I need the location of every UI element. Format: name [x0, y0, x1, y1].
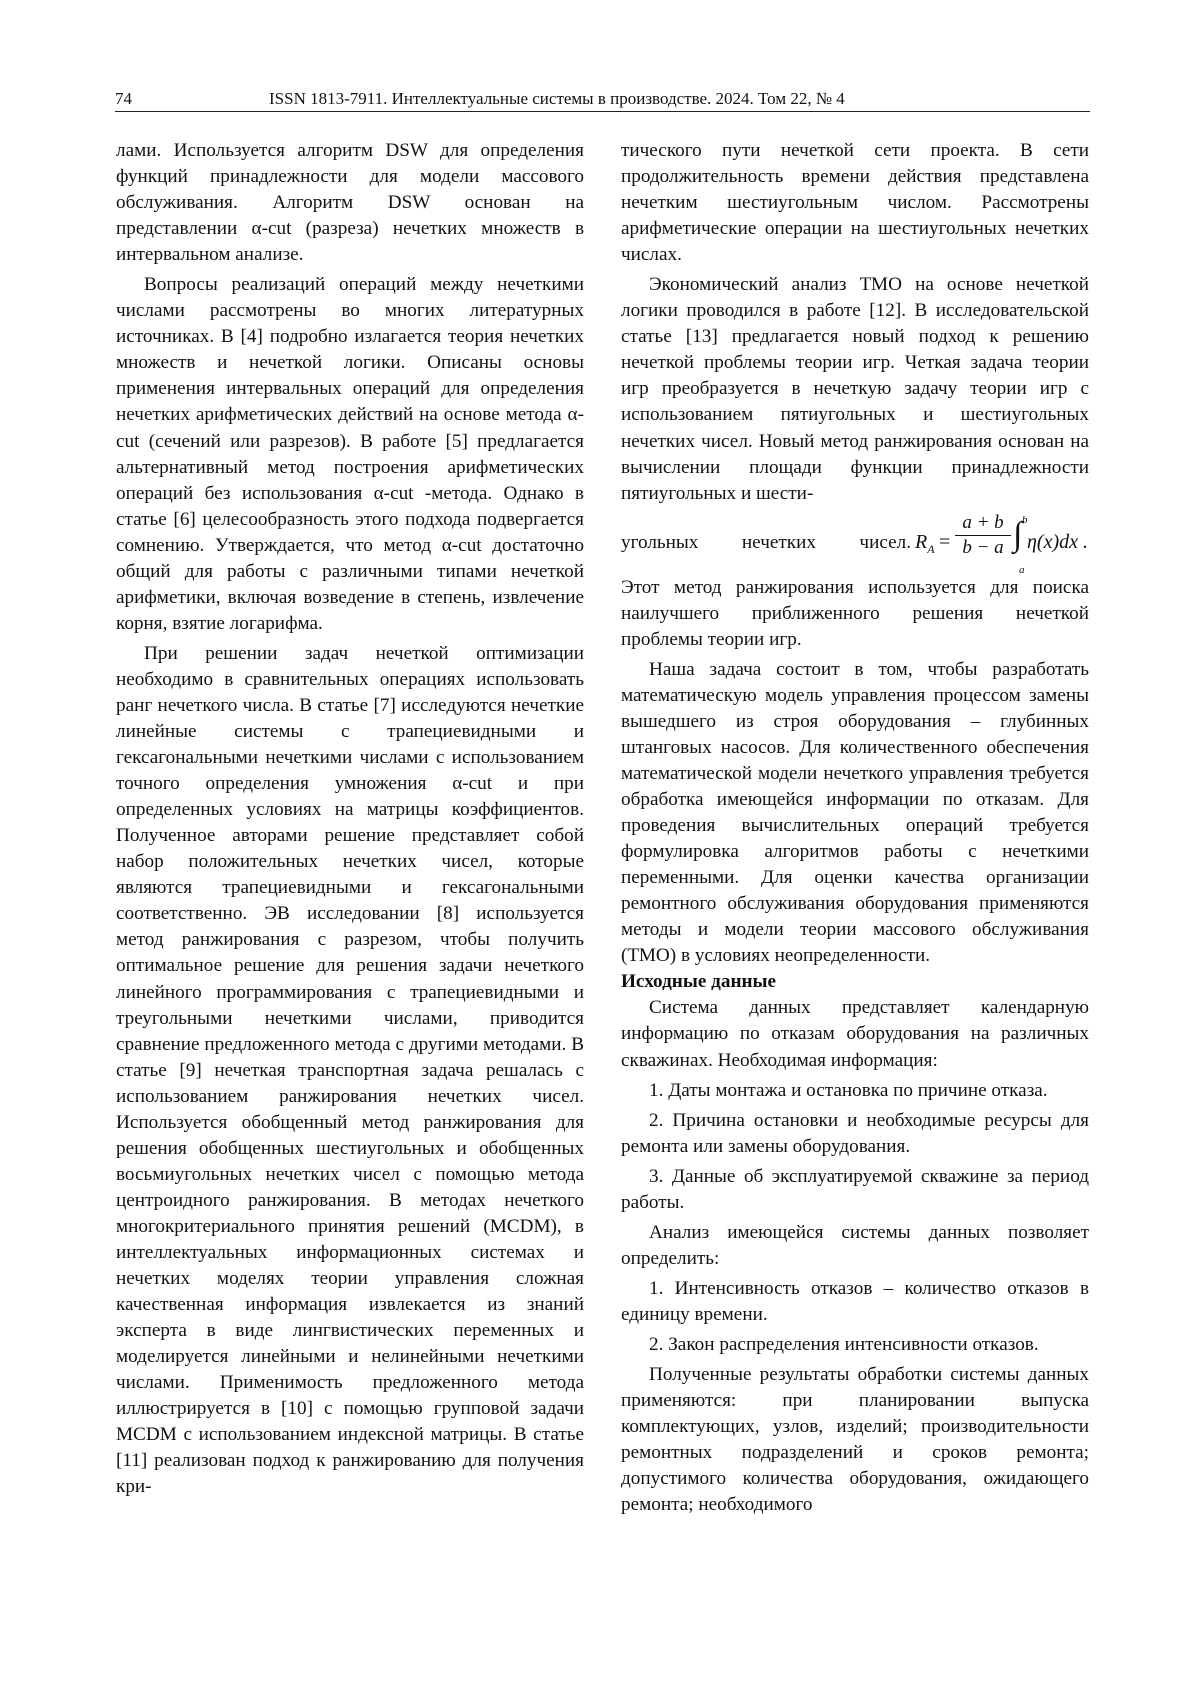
integrand: η(x)dx .	[1027, 530, 1088, 553]
right-paragraph-5: Система данных представляет календарную информацию по отказам оборудования на различных скважинах. Необходимая информация:	[621, 997, 1089, 1071]
section-heading: Исходные данные	[621, 971, 777, 993]
list-item: 1. Интенсивность отказов – количество отказов в единицу времени.	[621, 1277, 1089, 1325]
right-column	[621, 138, 1089, 1518]
right-paragraph-2: Экономический анализ ТМО на основе нечеткой логики проводился в работе [12]. В исследовательской статье [13] предлагается новый подход к решению нечеткой проблемы теории игр. Четкая задача теории игр преобразуется в нечеткую задачу теории игр с использованием пятиугольных и шестиугольных нечетких чисел. Новый метод ранжирования основан на вычислении площади функции принадлежности пятиугольных и шести-	[621, 274, 1089, 504]
formula-fraction	[955, 512, 1011, 559]
formula-denominator: b − a	[962, 536, 1004, 558]
formula-line	[621, 511, 1089, 576]
left-paragraph-1: лами. Используется алгоритм DSW для определения функций принадлежности для модели массового обслуживания. Алгоритм DSW основан на представлении α-cut (разреза) нечетких множеств в интервальном анализе.	[116, 140, 584, 266]
formula-equals: =	[939, 530, 951, 553]
right-paragraph-4: Наша задача состоит в том, чтобы разработать математическую модель управления процессом замены вышедшего из строя оборудования – глубинных штанговых насосов. Для количественного обеспечения математической модели нечеткого управления требуется обработка имеющейся информации по отказам. Для проведения вычислительных операций требуется формулировка алгоритмов работы с нечеткими переменными. Для оценки качества организации ремонтного обслуживания оборудования применяются методы и модели теории массового обслуживания (ТМО) в условиях неопределенности.	[621, 658, 1089, 967]
running-header	[115, 87, 1090, 112]
right-paragraph-6: Анализ имеющейся системы данных позволяет определить:	[621, 1221, 1089, 1269]
ranking-formula	[915, 511, 1088, 576]
page-number: 74	[115, 89, 132, 108]
left-paragraph-3: При решении задач нечеткой оптимизации необходимо в сравнительных операциях использовать ранг нечеткого числа. В статье [7] исследуются нечеткие линейные системы с трапециевидными и гексагональными нечеткими числами с использованием точного определения умножения α-cut и при определенных условиях на матрицы коэффициентов. Полученное авторами решение представляет собой набор положительных нечетких чисел, которые являются трапециевидными и гексагональными соответственно. ЭВ исследовании [8] используется метод ранжирования с разрезом, чтобы получить оптимальное решение для решения задачи нечеткого линейного программирования с трапециевидными и треугольными нечеткими числами, приводится сравнение предложенного метода с другими методами. В статье [9] нечеткая транспортная задача решалась с использованием ранжирования нечетких чисел. Используется обобщенный метод ранжирования для решения обобщенных шестиугольных и обобщенных восьмиугольных нечетких чисел с помощью метода центроидного ранжирования. В методах нечеткого многокритериального принятия решений (MCDM), в интеллектуальных информационных системах и нечетких моделях теории управления сложная качественная информация извлекается из знаний эксперта в виде лингвистических переменных и моделируется линейными и нелинейными нечеткими числами. Применимость предложенного метода иллюстрируется в [10] с помощью групповой задачи MCDM с использованием индексной матрицы. В статье [11] реализован подход к ранжированию для получения кри-	[116, 642, 584, 1498]
list-item: 3. Данные об эксплуатируемой скважине за период работы.	[621, 1165, 1089, 1213]
integral-lower-limit: a	[1019, 563, 1025, 576]
right-paragraph-1: тического пути нечеткой сети проекта. В сети продолжительность времени действия представлена нечетким шестиугольным числом. Рассмотрены арифметические операции на шестиугольных нечетких числах.	[621, 140, 1089, 266]
formula-subscript: A	[927, 541, 935, 556]
left-paragraph-2: Вопросы реализаций операций между нечеткими числами рассмотрены во многих литературных источниках. В [4] подробно излагается теория нечетких множеств и нечеткой логики. Описаны основы применения интервальных операций для определения нечетких арифметических действий на основе метода α-cut (сечений или разрезов). В работе [5] предлагается альтернативный метод построения арифметических операций без использования α-cut -метода. Однако в статье [6] целесообразность этого подхода подвергается сомнению. Утверждается, что метод α-cut достаточно общий для работы с различными типами нечеткой арифметики, включая возведение в степень, извлечение корня, взятие логарифма.	[116, 274, 584, 634]
running-title: ISSN 1813-7911. Интеллектуальные системы в производстве. 2024. Том 22, № 4	[269, 89, 845, 108]
list-item: 2. Причина остановки и необходимые ресурсы для ремонта или замены оборудования.	[621, 1109, 1089, 1157]
list-item: 1. Даты монтажа и остановка по причине отказа.	[649, 1079, 1048, 1101]
right-paragraph-3: Этот метод ранжирования используется для поиска наилучшего приближенного решения нечеткой проблемы теории игр.	[621, 576, 1089, 650]
formula-R: $R_A$	[915, 530, 935, 556]
right-paragraph-7: Полученные результаты обработки системы данных применяются: при планировании выпуска комплектующих, узлов, изделий; производительности ремонтных подразделений и сроков ремонта; допустимого количества оборудования, ожидающего ремонта; необходимого	[621, 1364, 1089, 1516]
formula-lead-text: угольных нечетких чисел.	[621, 531, 911, 553]
left-column	[116, 138, 584, 1500]
list-item: 2. Закон распределения интенсивности отказов.	[649, 1333, 1039, 1355]
integral-sign: ∫	[1013, 515, 1023, 553]
integral-upper-limit: b	[1022, 513, 1028, 526]
formula-numerator: a + b	[962, 511, 1004, 533]
